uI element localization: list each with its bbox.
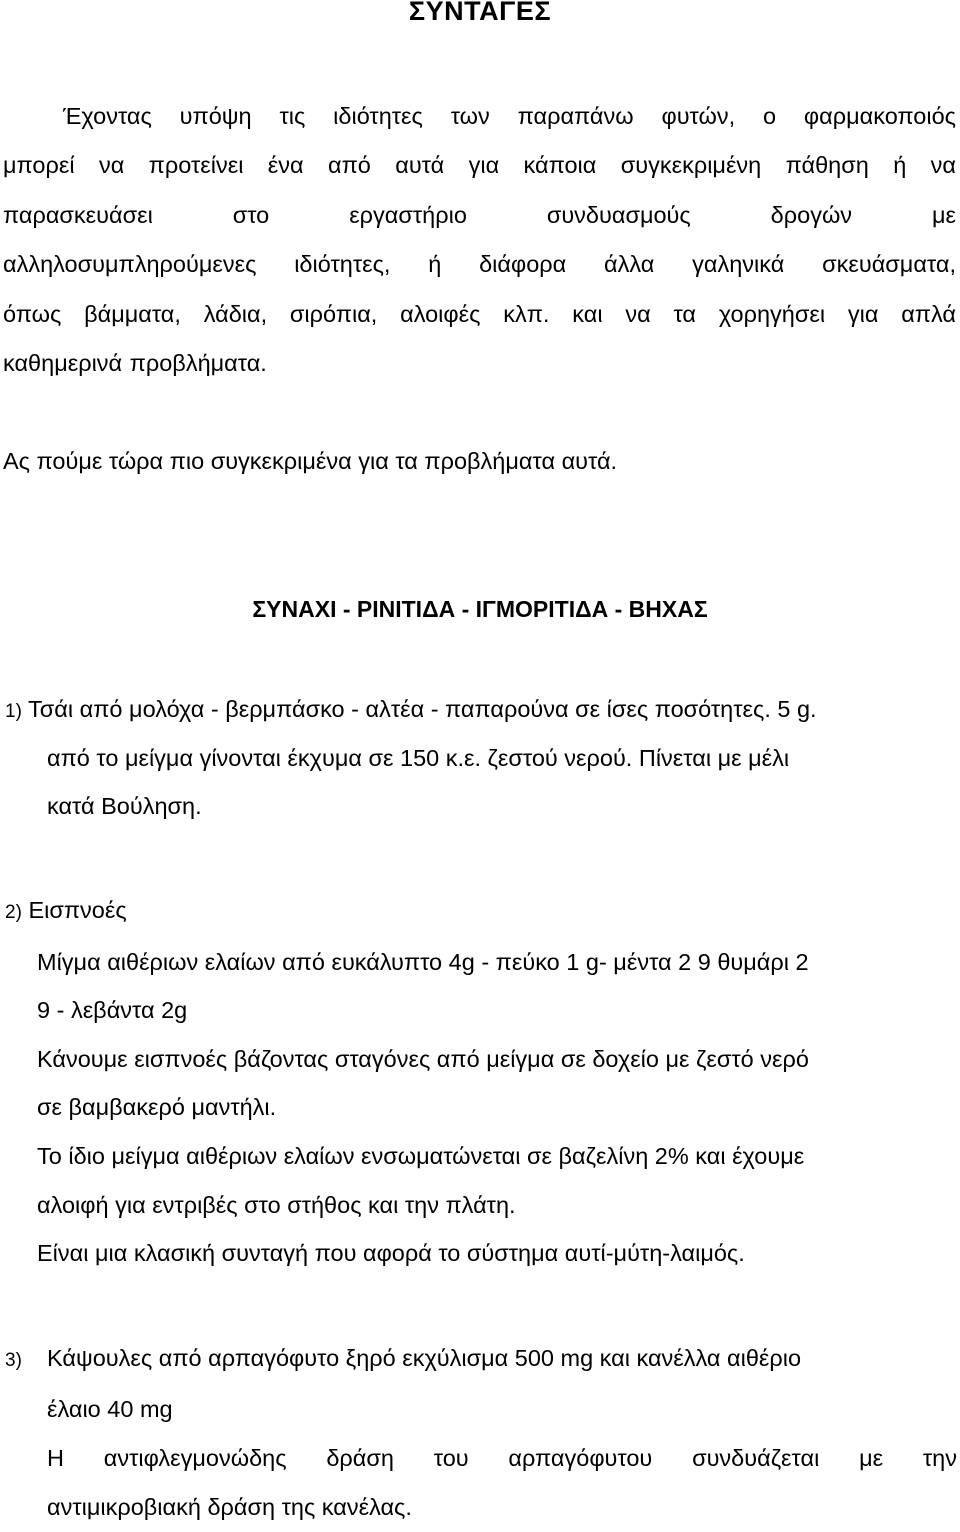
recipe-3-first-line: [5, 1334, 957, 1385]
recipe-2-heading-line: [5, 886, 957, 938]
recipe-text-line: σε βαμβακερό μαντήλι.: [37, 1094, 277, 1121]
recipe-2: [5, 886, 957, 1278]
recipe-3: [5, 1334, 957, 1532]
recipe-text-line: 9 - λεβάντα 2g: [37, 997, 188, 1024]
intro-line: όπως βάμματα, λάδια, σιρόπια, αλοιφές κλπ. και να τα χορηγήσει για απλά: [3, 300, 956, 327]
intro-line: Έχοντας υπόψη τις ιδιότητες των παραπάνω φυτών, ο φαρμακοποιός: [63, 103, 956, 129]
page-title: ΣΥΝΤΑΓΕΣ: [408, 0, 552, 26]
recipe-text-line: Το ίδιο μείγμα αιθέριων ελαίων ενσωματώνεται σε βαζελίνη 2% και έχουμε: [37, 1142, 805, 1169]
intro-line: αλληλοσυμπληρούμενες ιδιότητες, ή διάφορα άλλα γαληνικά σκευάσματα,: [3, 251, 956, 278]
recipe-text-line: κατά Βούληση.: [47, 792, 202, 819]
recipe-number: 1): [5, 701, 22, 722]
recipe-number: 3): [5, 1350, 22, 1371]
recipe-1: [5, 686, 957, 830]
recipe-text-line: Κάνουμε εισπνοές βάζοντας σταγόνες από μείγμα σε δοχείο με ζεστό νερό: [37, 1045, 809, 1072]
recipe-text-line: Τσάι από μολόχα - βερμπάσκο - αλτέα - παπαρούνα σε ίσες ποσότητες. 5 g.: [28, 696, 817, 722]
recipe-1-first-line: [5, 686, 957, 735]
lead-sentence: Ας πούμε τώρα πιο συγκεκριμένα για τα προβλήματα αυτά.: [3, 448, 618, 474]
recipe-heading: Εισπνοές: [28, 897, 127, 923]
recipe-text-line: Μίγμα αιθέριων ελαίων από ευκάλυπτο 4g - πεύκο 1 g- μέντα 2 9 θυμάρι 2: [37, 948, 809, 975]
recipe-text-line: αντιμικροβιακή δράση της κανέλας.: [47, 1494, 412, 1520]
recipe-text-line: Κάψουλες από αρπαγόφυτο ξηρό εκχύλισμα 500 mg και κανέλλα αιθέριο: [47, 1345, 802, 1371]
recipe-text-line: Η αντιφλεγμονώδης δράση του αρπαγόφυτου συνδυάζεται με την: [47, 1445, 957, 1471]
recipe-number: 2): [5, 902, 22, 923]
section-title: ΣΥΝΑΧΙ - ΡΙΝΙΤΙΔΑ - ΙΓΜΟΡΙΤΙΔΑ - ΒΗΧΑΣ: [252, 596, 708, 622]
intro-line: παρασκευάσει στο εργαστήριο συνδυασμούς δρογών με: [3, 201, 956, 228]
recipe-text-line: έλαιο 40 mg: [47, 1396, 173, 1422]
recipe-text-line: αλοιφή για εντριβές στο στήθος και την πλάτη.: [37, 1191, 516, 1218]
intro-paragraph: [3, 92, 956, 388]
recipe-text-line: από το μείγμα γίνονται έκχυμα σε 150 κ.ε. ζεστού νερού. Πίνεται με μέλι: [47, 745, 790, 772]
recipe-text-line: Είναι μια κλασική συνταγή που αφορά το σύστημα αυτί-μύτη-λαιμός.: [37, 1240, 745, 1267]
intro-line: καθημερινά προβλήματα.: [3, 350, 267, 377]
intro-line: μπορεί να προτείνει ένα από αυτά για κάποια συγκεκριμένη πάθηση ή να: [3, 152, 956, 179]
